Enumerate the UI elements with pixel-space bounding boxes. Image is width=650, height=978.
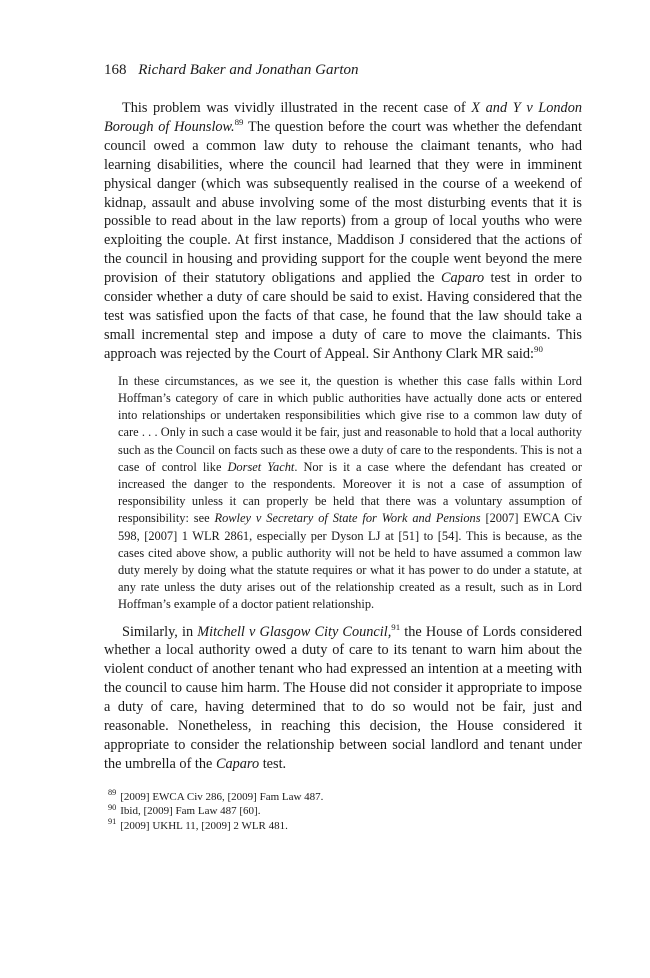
text-run: . Nor is it a case where the defendant has created or increased the danger to the respondents. Moreover it is not a case of assumption of responsibility unless it can properly be held that there was a voluntary assumption of responsibility: see: [118, 459, 582, 526]
text-run: Similarly, in: [122, 623, 198, 640]
footnote-text: [2009] EWCA Civ 286, [2009] Fam Law 487.: [120, 790, 324, 803]
page: [104, 62, 582, 833]
page-number: 168: [104, 62, 127, 78]
case-name: Caparo: [441, 270, 485, 287]
footnote-89: [108, 790, 582, 805]
case-name: Caparo: [215, 755, 260, 772]
footnote-text: [2009] UKHL 11, [2009] 2 WLR 481.: [120, 819, 288, 832]
body-paragraph-2: [104, 623, 582, 774]
case-name: X and Y v London Borough of Hounslow.: [104, 100, 582, 135]
text-run: test in order to consider whether a duty of care should be said to exist. Having considered that the test was satisfied upon the facts of that case, he found that the law should take a small incremental step and impose a duty of care to move the claimants. This approach was rejected by the Court of Appeal. Sir Anthony Clark MR said:: [104, 270, 582, 362]
running-head-authors: Richard Baker and Jonathan Garton: [138, 62, 359, 78]
block-quote: [118, 373, 582, 614]
text-run: In these circumstances, as we see it, the question is whether this case falls within Lord Hoffman’s category of care in which public authorities have actually done acts or entered into relationships or undertaken responsibilities which give rise to a common law duty of care . . . Only in such a case would it be fair, just and reasonable to hold that a local authority such as the Council on facts such as these owe a duty of care to the respondents. This is not a case of control like: [118, 373, 582, 474]
text-run: test.: [259, 755, 287, 772]
text-run: This problem was vividly illustrated in the recent case of: [122, 100, 472, 116]
footnotes: [104, 790, 582, 834]
footnote-number: 91: [108, 817, 117, 827]
footnote-number: 90: [108, 802, 117, 812]
footnote-91: [108, 819, 582, 834]
footnote-ref[interactable]: 91: [391, 621, 401, 632]
text-run: the House of Lords considered whether a local authority owed a duty of care to its tenant to warn him about the violent conduct of another tenant who had expressed an intention at a meeting with the council to cause him harm. The House did not consider it appropriate to impose a duty of care, having determined that to do so would not be fair, just and reasonable. Nonetheless, in reaching this decision, the House considered it appropriate to consider the relationship between social landlord and tenant under the umbrella of the: [104, 623, 582, 772]
case-name: Rowley v Secretary of State for Work and Pensions: [214, 511, 481, 526]
text-run: [2007] EWCA Civ 598, [2007] 1 WLR 2861, especially per Dyson LJ at [51] to [54]. This is because, as the cases cited above show, a public authority will not be held to have assumed a common law duty merely by doing what the statute requires or what it has power to do under a statute, at any rate unless the duty arises out of the relationship created as a result, such as in Lord Hoffman’s example of a doctor patient relationship.: [118, 511, 582, 612]
footnote-number: 89: [108, 788, 117, 798]
footnote-ref[interactable]: 89: [234, 117, 244, 128]
footnote-text: Ibid, [2009] Fam Law 487 [60].: [120, 805, 261, 818]
text-run: The question before the court was whether the defendant council owed a common law duty to rehouse the claimant tenants, who had learning disabilities, where the council had learned that they were in imminent physical danger (which was subsequently realised in the course of a weekend of kidnap, assault and abuse involving some of the most disturbing events that it is possible to read about in the law reports) from a group of local youths who were exploiting the couple. At first instance, Maddison J considered that the actions of the council in housing and providing support for the couple went beyond the mere provision of their statutory obligations and applied the: [104, 118, 583, 287]
running-head: [104, 62, 582, 79]
case-name: Dorset Yacht: [227, 459, 295, 474]
footnote-90: [108, 804, 582, 819]
body-paragraph-1: [104, 99, 582, 364]
footnote-ref[interactable]: 90: [534, 344, 543, 355]
case-name: Mitchell v Glasgow City Council,: [197, 623, 392, 640]
